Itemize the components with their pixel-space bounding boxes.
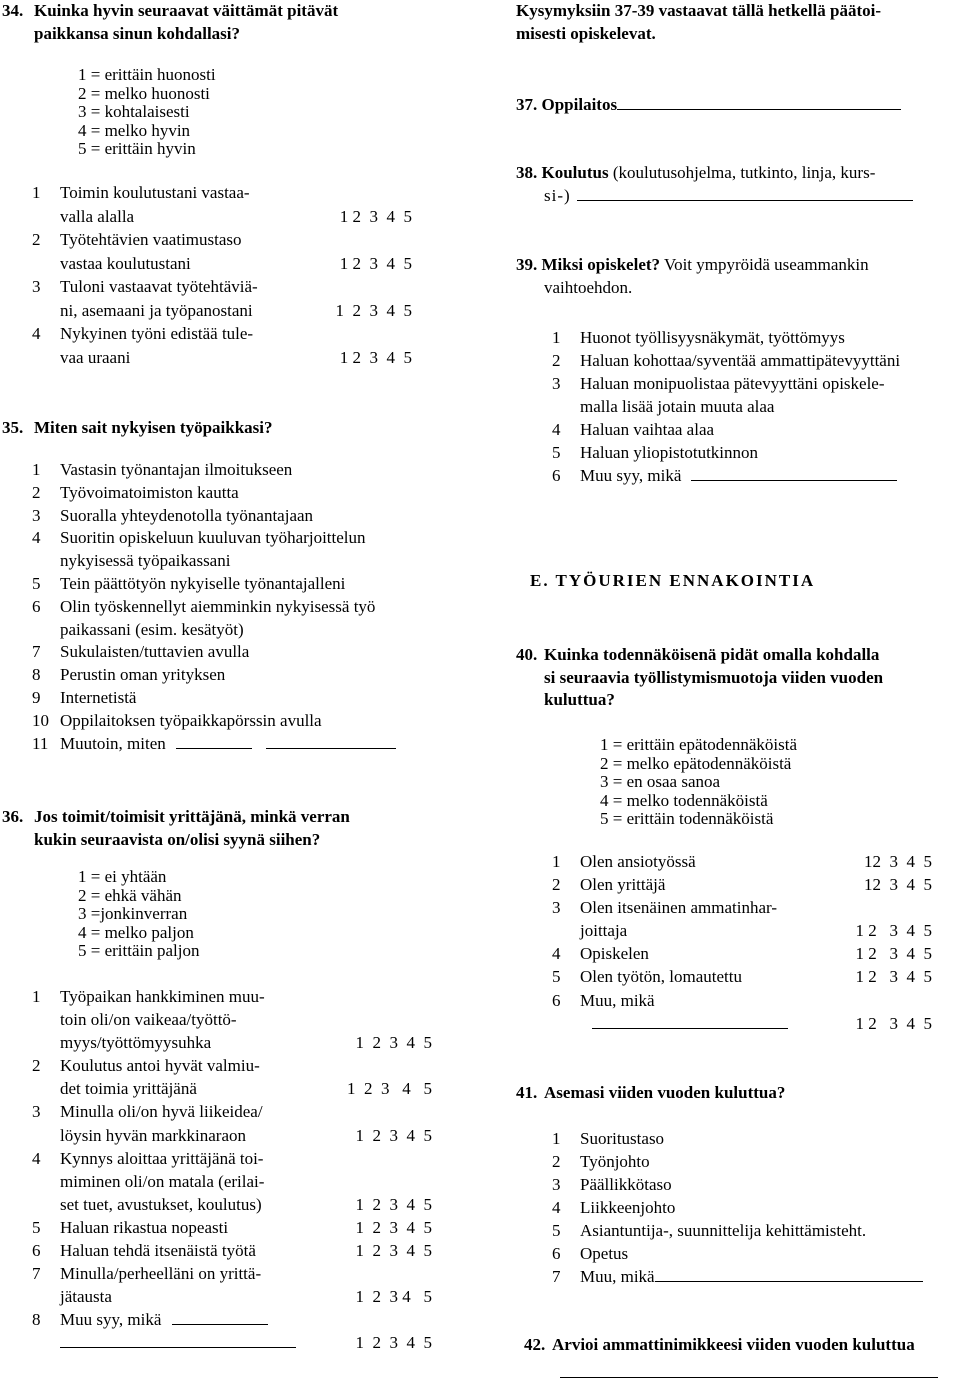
answer-line[interactable] bbox=[691, 466, 897, 481]
q34-item-2[interactable]: 2 Työtehtävien vaatimustaso vastaa koulutustani 1 2 3 4 5 bbox=[32, 228, 412, 275]
rating-scale[interactable]: 1 2 3 4 5 bbox=[339, 347, 412, 367]
rating-scale[interactable]: 1 2 3 4 5 bbox=[855, 967, 932, 987]
section-heading: E. TYÖURIEN ENNAKOINTIA bbox=[530, 571, 816, 590]
q39-option-6[interactable]: 6 Muu syy, mikä bbox=[552, 464, 960, 487]
q39-option-5[interactable]: 5 Haluan yliopistotutkinnon bbox=[552, 443, 759, 462]
q42-answer bbox=[560, 1362, 938, 1385]
q39-option-3[interactable]: 3 Haluan monipuolistaa pätevyyttäni opiskele- malla lisää jotain muuta alaa bbox=[552, 374, 885, 416]
q36-item-6[interactable]: 6 Haluan tehdä itsenäistä työtä 1 2 3 4 5 bbox=[32, 1239, 432, 1262]
q36-item-1[interactable]: 1 Työpaikan hankkiminen muu- toin oli/on vaikeaa/työttö- myys/työttömyysuhka 1 2 3 4 5 bbox=[32, 985, 432, 1054]
answer-line[interactable] bbox=[592, 1014, 788, 1029]
question-34 bbox=[2, 0, 472, 45]
q34-scale: 1 = erittäin huonosti 2 = melko huonosti 3 = kohtalaisesti 4 = melko hyvin 5 = erittäin hyvin bbox=[78, 65, 216, 158]
rating-scale[interactable]: 1 2 3 4 5 bbox=[855, 944, 932, 964]
answer-line[interactable] bbox=[577, 186, 913, 201]
answer-line[interactable] bbox=[60, 1333, 296, 1348]
q41-option-5[interactable]: 5 Asiantuntija-, suunnittelija kehittämisteht. bbox=[552, 1221, 867, 1240]
rating-scale[interactable]: 1 2 3 4 5 bbox=[355, 1241, 432, 1261]
q35-option-5[interactable]: 5 Tein päättötyön nykyiselle työnantajalleni bbox=[32, 573, 346, 593]
question-41-title: 41. Asemasi viiden vuoden kuluttua? bbox=[516, 1083, 786, 1102]
q39-options bbox=[552, 326, 960, 487]
q40-item-2[interactable]: 2 Olen yrittäjä 12 3 4 5 bbox=[552, 873, 932, 896]
q34-item-1[interactable]: 1 Toimin koulutustani vastaa- valla alalla 1 2 3 4 5 bbox=[32, 181, 412, 228]
question-40-title: 40. Kuinka todennäköisenä pidät omalla kohdalla si seuraavia työllistymismuotoja viiden vuoden kuluttua? bbox=[516, 645, 884, 709]
rating-scale[interactable]: 1 2 3 4 5 bbox=[355, 1194, 432, 1214]
q34-item-4[interactable]: 4 Nykyinen työni edistää tule- vaa uraani 1 2 3 4 5 bbox=[32, 322, 412, 369]
q39-option-4[interactable]: 4 Haluan vaihtaa alaa bbox=[552, 420, 715, 439]
q36-item-8[interactable]: 8 Muu syy, mikä 1 2 3 4 5 bbox=[32, 1308, 432, 1354]
q36-item-2[interactable]: 2 Koulutus antoi hyvät valmiu- det toimia yrittäjänä 1 2 3 4 5 bbox=[32, 1054, 432, 1100]
q41-options bbox=[552, 1127, 960, 1288]
q35-option-4[interactable]: 4 Suoritin opiskeluun kuuluvan työharjoittelun nykyisessä työpaikassani bbox=[32, 528, 366, 571]
question-37: 37. Oppilaitos bbox=[516, 94, 901, 117]
q40-item-1[interactable]: 1 Olen ansiotyössä 12 3 4 5 bbox=[552, 850, 932, 873]
rating-scale[interactable]: 12 3 4 5 bbox=[864, 852, 932, 871]
answer-line[interactable] bbox=[266, 734, 396, 749]
q36-scale: 1 = ei yhtään 2 = ehkä vähän 3 =jonkinverran 4 = melko paljon 5 = erittäin paljon bbox=[78, 867, 200, 960]
q40-item-6[interactable]: 6 Muu, mikä 1 2 3 4 5 bbox=[552, 989, 932, 1035]
q35-options bbox=[32, 459, 462, 755]
q36-item-7[interactable]: 7 Minulla/perheelläni on yrittä- jätausta 1 2 3 4 5 bbox=[32, 1262, 432, 1308]
q35-option-8[interactable]: 8 Perustin oman yrityksen bbox=[32, 665, 226, 685]
q40-item-3[interactable]: 3 Olen itsenäinen ammatinhar- joittaja 1 2 3 4 5 bbox=[552, 896, 932, 942]
q36-item-3[interactable]: 3 Minulla oli/on hyvä liikeidea/ löysin hyvän markkinaraon 1 2 3 4 5 bbox=[32, 1100, 432, 1146]
q35-option-3[interactable]: 3 Suoralla yhteydenotolla työnantajaan bbox=[32, 505, 314, 525]
q35-option-7[interactable]: 7 Sukulaisten/tuttavien avulla bbox=[32, 642, 250, 662]
rating-scale[interactable]: 1 2 3 4 5 bbox=[355, 1217, 432, 1237]
q34-items bbox=[32, 181, 412, 369]
q35-option-1[interactable]: 1 Vastasin työnantajan ilmoitukseen bbox=[32, 460, 293, 479]
rating-scale[interactable]: 1 2 3 4 5 bbox=[355, 1287, 432, 1307]
q34-item-3[interactable]: 3 Tuloni vastaavat työtehtäviä- ni, asemaani ja työpanostani 1 2 3 4 5 bbox=[32, 275, 412, 322]
question-34-title: 34. Kuinka hyvin seuraavat väittämät pitävät paikkansa sinun kohdallasi? bbox=[2, 1, 339, 43]
question-39-title: 39. Miksi opiskelet? Voit ympyröidä useammankin vaihtoehdon. bbox=[516, 255, 869, 297]
rating-scale[interactable]: 1 2 3 4 5 bbox=[335, 300, 412, 320]
rating-scale[interactable]: 1 2 3 4 5 bbox=[855, 1013, 932, 1033]
q39-option-2[interactable]: 2 Haluan kohottaa/syventää ammattipätevyyttäni bbox=[552, 351, 901, 370]
q41-option-2[interactable]: 2 Työnjohto bbox=[552, 1152, 650, 1171]
question-35-title: 35. Miten sait nykyisen työpaikkasi? bbox=[2, 418, 273, 437]
q35-option-6[interactable]: 6 Olin työskennellyt aiemminkin nykyisessä työ paikassani (esim. kesätyöt) bbox=[32, 596, 376, 639]
q36-item-4[interactable]: 4 Kynnys aloittaa yrittäjänä toi- miminen oli/on matala (erilai- set tuet, avustukset, koulutus) 1 2 3 4 5 bbox=[32, 1147, 432, 1216]
question-42-title: 42. Arvioi ammattinimikkeesi viiden vuoden kuluttua bbox=[524, 1335, 915, 1354]
rating-scale[interactable]: 1 2 3 4 5 bbox=[855, 921, 932, 941]
answer-line[interactable] bbox=[176, 734, 252, 749]
q40-item-4[interactable]: 4 Opiskelen 1 2 3 4 5 bbox=[552, 942, 932, 965]
q41-option-1[interactable]: 1 Suoritustaso bbox=[552, 1129, 665, 1148]
q41-option-6[interactable]: 6 Opetus bbox=[552, 1244, 629, 1263]
rating-scale[interactable]: 1 2 3 4 5 bbox=[339, 206, 412, 226]
question-38: 38. Koulutus (koulutusohjelma, tutkinto, linja, kurs- si-) bbox=[516, 162, 960, 207]
rating-scale[interactable]: 1 2 3 4 5 bbox=[355, 1333, 432, 1353]
rating-scale[interactable]: 1 2 3 4 5 bbox=[355, 1125, 432, 1145]
answer-line[interactable] bbox=[560, 1363, 938, 1378]
q41-option-7[interactable]: 7 Muu, mikä bbox=[552, 1265, 960, 1288]
q35-option-11[interactable]: 11 Muutoin, miten bbox=[32, 733, 462, 756]
q36-items bbox=[32, 985, 432, 1355]
q41-option-3[interactable]: 3 Päällikkötaso bbox=[552, 1175, 672, 1194]
q40-scale: 1 = erittäin epätodennäköistä 2 = melko epätodennäköistä 3 = en osaa sanoa 4 = melko todennäköistä 5 = erittäin todennäköistä bbox=[600, 735, 797, 828]
q35-option-2[interactable]: 2 Työvoimatoimiston kautta bbox=[32, 482, 239, 502]
q40-items bbox=[552, 850, 932, 1035]
q35-option-10[interactable]: 10 Oppilaitoksen työpaikkapörssin avulla bbox=[32, 710, 322, 730]
rating-scale[interactable]: 1 2 3 4 5 bbox=[347, 1079, 432, 1099]
rating-scale[interactable]: 12 3 4 5 bbox=[864, 875, 932, 895]
rating-scale[interactable]: 1 2 3 4 5 bbox=[339, 253, 412, 273]
answer-line[interactable] bbox=[172, 1310, 268, 1325]
q36-item-5[interactable]: 5 Haluan rikastua nopeasti 1 2 3 4 5 bbox=[32, 1216, 432, 1239]
intro-note: Kysymyksiin 37-39 vastaavat tällä hetkellä päätoi- misesti opiskelevat. bbox=[516, 1, 882, 43]
q35-option-9[interactable]: 9 Internetistä bbox=[32, 687, 137, 707]
q39-option-1[interactable]: 1 Huonot työllisyysnäkymät, työttömyys bbox=[552, 328, 845, 347]
q41-option-4[interactable]: 4 Liikkeenjohto bbox=[552, 1198, 676, 1217]
question-36-title: 36. Jos toimit/toimisit yrittäjänä, minkä verran kukin seuraavista on/olisi syynä siihen? bbox=[2, 807, 350, 849]
answer-line[interactable] bbox=[617, 95, 901, 110]
rating-scale[interactable]: 1 2 3 4 5 bbox=[355, 1033, 432, 1053]
q40-item-5[interactable]: 5 Olen työtön, lomautettu 1 2 3 4 5 bbox=[552, 965, 932, 988]
answer-line[interactable] bbox=[655, 1267, 923, 1282]
